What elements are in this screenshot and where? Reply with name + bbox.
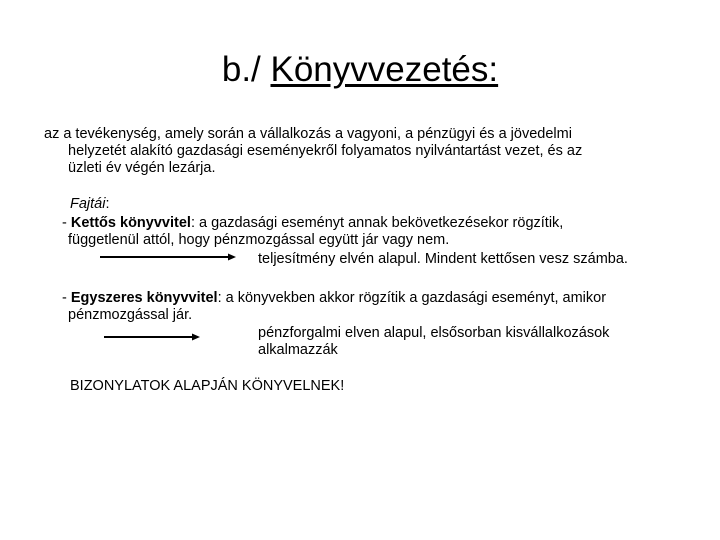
- single-entry-principle-line-2: alkalmazzák: [258, 342, 338, 358]
- types-heading-colon: :: [105, 196, 110, 212]
- single-entry-term: Egyszeres könyvvitel: [70, 290, 218, 306]
- title-prefix: b./: [221, 50, 271, 89]
- double-entry-definition: : a gazdasági eseményt annak bekövetkezésekor rögzítik,: [190, 215, 564, 231]
- double-entry-principle: teljesítmény elvén alapul. Mindent kettősen vesz számba.: [258, 251, 628, 267]
- single-entry-principle-line-1: pénzforgalmi elven alapul, elsősorban kisvállalkozások: [258, 325, 610, 341]
- single-entry-definition: : a könyvekben akkor rögzítik a gazdasági eseményt, amikor: [217, 290, 607, 306]
- right-arrow-icon: [104, 333, 200, 341]
- single-entry-dash: -: [62, 290, 71, 306]
- right-arrow-icon: [100, 253, 236, 261]
- types-heading-label: Fajtái: [70, 196, 106, 212]
- definition-line-2: helyzetét alakító gazdasági eseményekről folyamatos nyilvántartást vezet, és az: [68, 143, 583, 159]
- double-entry-line-2: függetlenül attól, hogy pénzmozgással együtt jár vagy nem.: [68, 232, 450, 248]
- title-main: Könyvvezetés:: [270, 50, 499, 89]
- footer-note: BIZONYLATOK ALAPJÁN KÖNYVELNEK!: [70, 378, 345, 394]
- double-entry-dash: -: [62, 215, 71, 231]
- single-entry-line-2: pénzmozgással jár.: [68, 307, 193, 323]
- definition-line-1: az a tevékenység, amely során a vállalkozás a vagyoni, a pénzügyi és a jövedelmi: [44, 126, 572, 142]
- double-entry-term: Kettős könyvvitel: [70, 215, 191, 231]
- definition-line-3: üzleti év végén lezárja.: [68, 160, 216, 176]
- single-entry-line-1: [62, 290, 606, 307]
- types-heading: [70, 196, 110, 213]
- double-entry-line-1: [62, 215, 563, 232]
- page-title: [0, 50, 720, 90]
